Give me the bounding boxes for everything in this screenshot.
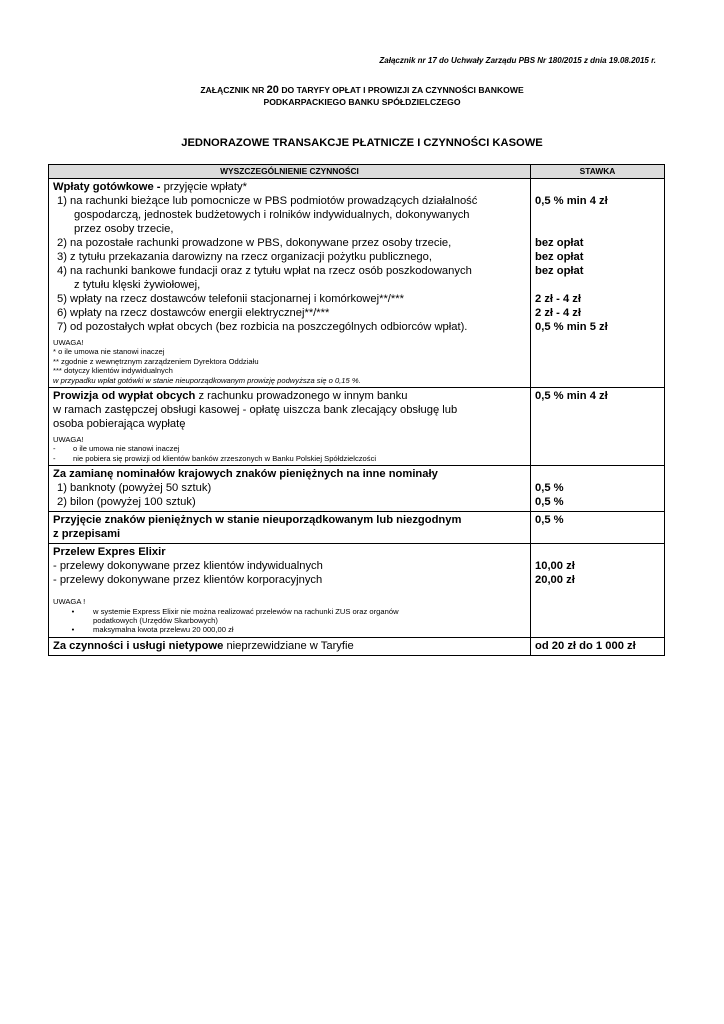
activity-cell (49, 512, 531, 544)
note-title: UWAGA! (53, 435, 84, 445)
annex-heading (0, 84, 724, 96)
rate-cell (531, 544, 665, 638)
rate-cell (531, 179, 665, 388)
column-header-activity: WYSZCZEGÓLNIENIE CZYNNOŚCI (49, 165, 531, 179)
attachment-reference: Załącznik nr 17 do Uchwały Zarządu PBS Nr 180/2015 z dnia 19.08.2015 r. (379, 56, 656, 65)
rate-value: 0,5 % (535, 496, 564, 509)
rate-value: 0,5 % min 5 zł (535, 321, 608, 333)
note-line: ** zgodnie z wewnętrznym zarządzeniem Dyrektora Oddziału (53, 356, 259, 366)
note-line: - o ile umowa nie stanowi inaczej (53, 444, 180, 454)
table-row (49, 637, 665, 655)
section-text: w ramach zastępczej obsługi kasowej - opłatę uiszcza bank zlecający obsługę lub (53, 404, 458, 417)
table-row (49, 388, 665, 466)
rate-cell (531, 388, 665, 466)
note-line-continuation: podatkowych (Urzędów Skarbowych) (93, 616, 218, 626)
table-row (49, 512, 665, 544)
rate-value: 20,00 zł (535, 574, 575, 587)
note-line: • w systemie Express Elixir nie można realizować przelewów na rachunki ZUS oraz organów (71, 606, 399, 616)
activity-cell (49, 544, 531, 638)
list-item-continuation: z tytułu klęski żywiołowej, (74, 279, 201, 291)
note-line: w przypadku wpłat gotówki w stanie nieuporządkowanym prowizję podwyższa się o 0,15 %. (53, 375, 361, 385)
table-header-row (49, 165, 665, 179)
rate-cell (531, 512, 665, 544)
table-row (49, 179, 665, 388)
annex-prefix: ZAŁĄCZNIK NR (200, 85, 265, 95)
column-header-rate: STAWKA (531, 165, 665, 179)
rate-value: 0,5 % (535, 514, 564, 527)
section-title: Za zamianę nominałów krajowych znaków pieniężnych na inne nominały (53, 468, 438, 481)
fee-table (48, 164, 665, 656)
rate-value: od 20 zł do 1 000 zł (535, 639, 636, 652)
list-item: - przelewy dokonywane przez klientów korporacyjnych (53, 574, 323, 587)
list-item-continuation: przez osoby trzecie, (74, 223, 174, 235)
list-item: 6) wpłaty na rzecz dostawców energii elektrycznej**/*** (57, 307, 330, 319)
rate-value: 10,00 zł (535, 560, 575, 573)
annex-suffix: DO TARYFY OPŁAT I PROWIZJI ZA CZYNNOŚCI BANKOWE (281, 85, 524, 95)
table-row (49, 544, 665, 638)
section-title: Przyjęcie znaków pieniężnych w stanie nieuporządkowanym lub niezgodnym (53, 514, 462, 527)
note-line: • maksymalna kwota przelewu 20 000,00 zł (71, 625, 234, 635)
bank-name: PODKARPACKIEGO BANKU SPÓŁDZIELCZEGO (263, 97, 461, 107)
activity-cell (49, 637, 531, 655)
section-text: osoba pobierająca wypłatę (53, 418, 186, 431)
section-title-continuation: z przepisami (53, 528, 121, 541)
list-item: 5) wpłaty na rzecz dostawców telefonii stacjonarnej i komórkowej**/*** (57, 293, 404, 305)
rate-value: bez opłat (535, 265, 584, 277)
note-line: * o ile umowa nie stanowi inaczej (53, 347, 165, 357)
list-item: 1) banknoty (powyżej 50 sztuk) (57, 482, 212, 495)
note-title: UWAGA ! (53, 597, 86, 607)
activity-cell (49, 466, 531, 512)
rate-cell (531, 637, 665, 655)
rate-value: bez opłat (535, 251, 584, 263)
activity-cell (49, 179, 531, 388)
section-title: Za czynności i usługi nietypowe nieprzewidziane w Taryfie (53, 639, 354, 652)
rate-value: 2 zł - 4 zł (535, 293, 582, 305)
list-item: 2) bilon (powyżej 100 sztuk) (57, 496, 196, 509)
rate-value: bez opłat (535, 237, 584, 249)
table-row (49, 466, 665, 512)
annex-number: 20 (266, 84, 279, 96)
section-title: Wpłaty gotówkowe - przyjęcie wpłaty* (53, 181, 247, 193)
list-item: 7) od pozostałych wpłat obcych (bez rozbicia na poszczególnych odbiorców wpłat). (57, 321, 468, 333)
rate-value: 0,5 % min 4 zł (535, 390, 608, 403)
list-item: 1) na rachunki bieżące lub pomocnicze w PBS podmiotów prowadzących działalność (57, 195, 478, 207)
rate-cell (531, 466, 665, 512)
list-item: 4) na rachunki bankowe fundacji oraz z tytułu wpłat na rzecz osób poszkodowanych (57, 265, 472, 277)
rate-value: 0,5 % min 4 zł (535, 195, 608, 207)
note-line: - nie pobiera się prowizji od klientów banków zrzeszonych w Banku Polskiej Spółdzielczości (53, 453, 377, 463)
list-item: 3) z tytułu przekazania darowizny na rzecz organizacji pożytku publicznego, (57, 251, 432, 263)
list-item: 2) na pozostałe rachunki prowadzone w PBS, dokonywane przez osoby trzecie, (57, 237, 452, 249)
activity-cell (49, 388, 531, 466)
section-title: Prowizja od wypłat obcych z rachunku prowadzonego w innym banku (53, 390, 408, 403)
list-item-continuation: gospodarczą, jednostek budżetowych i rolników indywidualnych, dokonywanych (74, 209, 470, 221)
page-title: JEDNORAZOWE TRANSAKCJE PŁATNICZE I CZYNNOŚCI KASOWE (181, 137, 543, 149)
rate-value: 2 zł - 4 zł (535, 307, 582, 319)
note-line: *** dotyczy klientów indywidualnych (53, 366, 173, 376)
rate-value: 0,5 % (535, 482, 564, 495)
note-title: UWAGA! (53, 338, 84, 347)
list-item: - przelewy dokonywane przez klientów indywidualnych (53, 560, 323, 573)
section-title: Przelew Expres Elixir (53, 546, 166, 559)
